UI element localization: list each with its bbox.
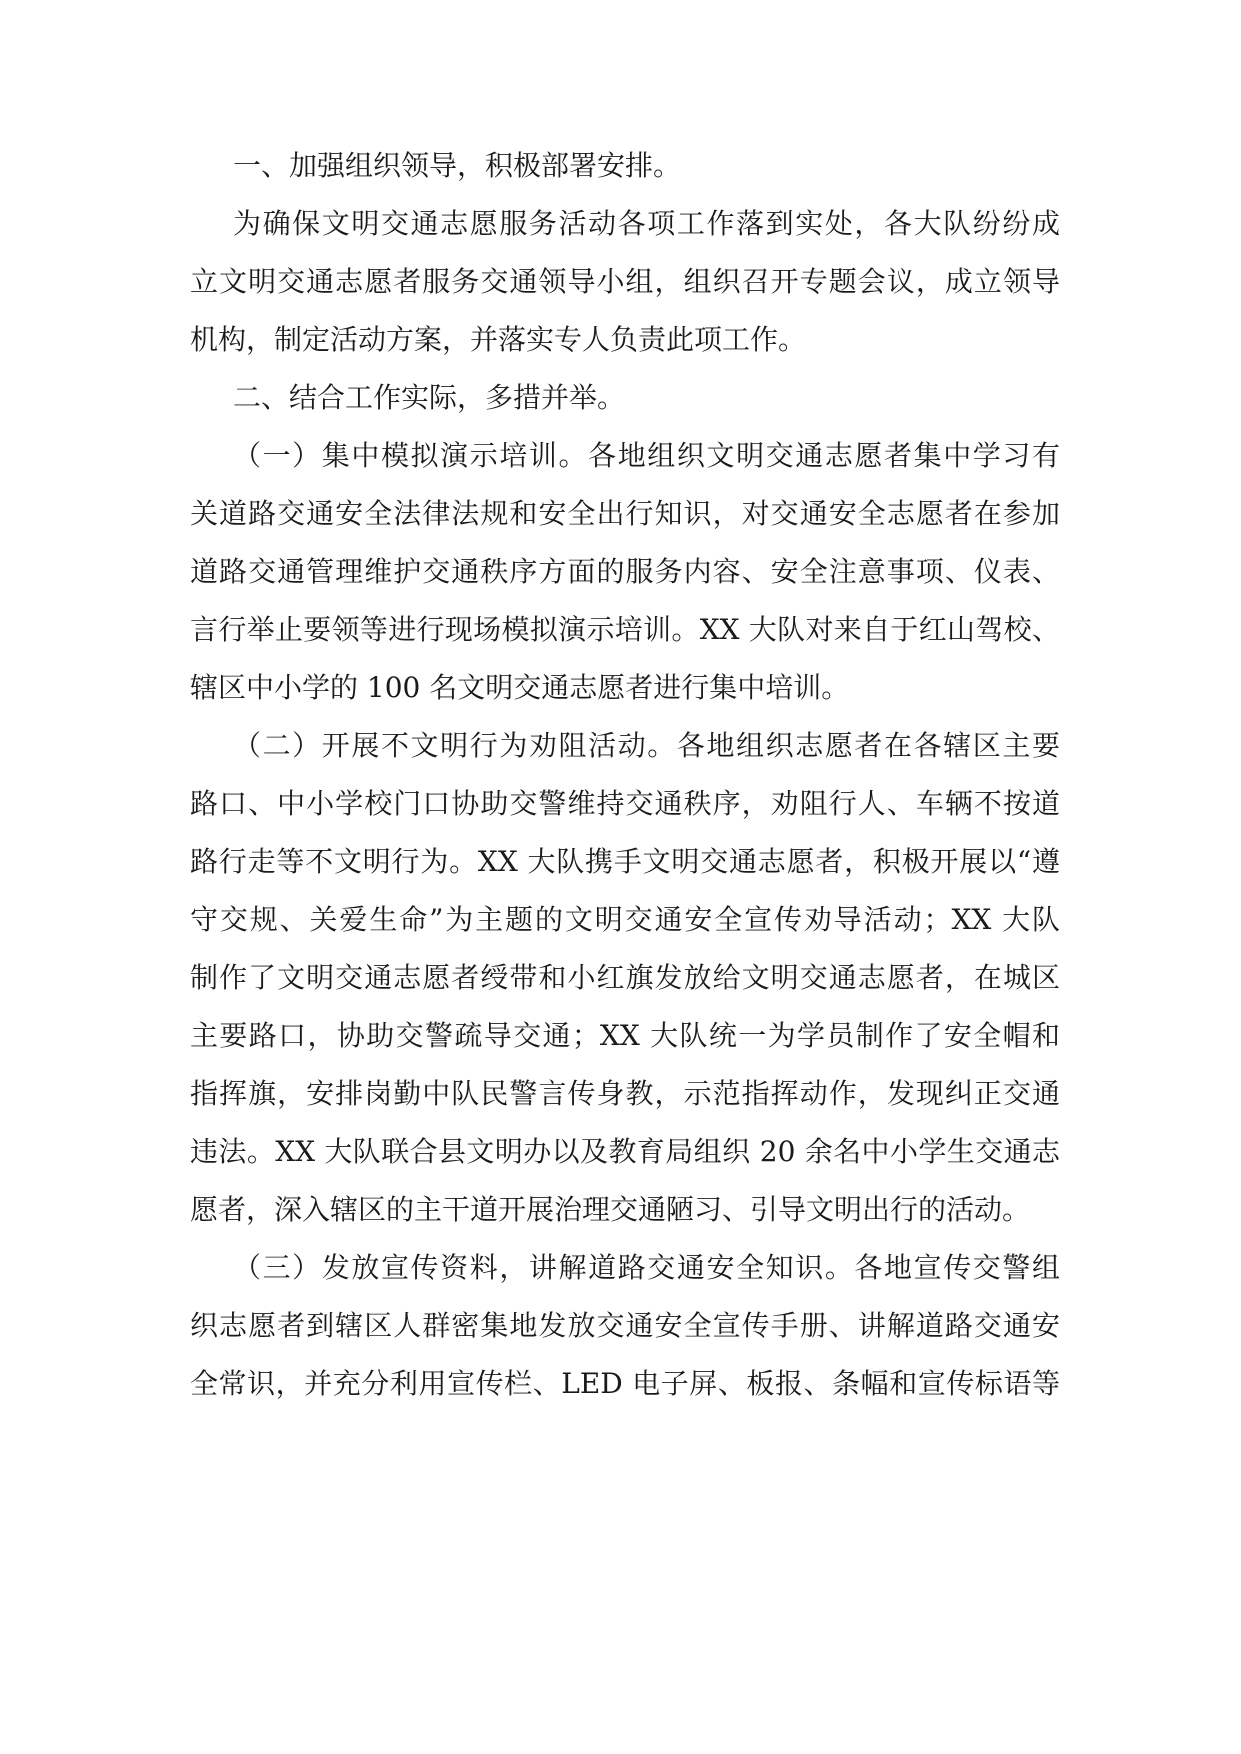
paragraph-line: 全常识，并充分利用宣传栏、LED 电子屏、板报、条幅和宣传标语等 (190, 1367, 1060, 1400)
paragraph-line: 路口、中小学校门口协助交警维持交通秩序，劝阻行人、车辆不按道 (190, 787, 1060, 820)
paragraph-line: 违法。XX 大队联合县文明办以及教育局组织 20 余名中小学生交通志 (190, 1135, 1060, 1168)
paragraph-line: 守交规、关爱生命”为主题的文明交通安全宣传劝导活动；XX 大队 (190, 903, 1060, 936)
heading-section-1: 一、加强组织领导，积极部署安排。 (233, 149, 682, 182)
paragraph-line: 关道路交通安全法律法规和安全出行知识，对交通安全志愿者在参加 (190, 497, 1060, 530)
heading-section-2: 二、结合工作实际，多措并举。 (233, 381, 626, 414)
paragraph-line: 言行举止要领等进行现场模拟演示培训。XX 大队对来自于红山驾校、 (190, 613, 1060, 646)
paragraph-line: （二）开展不文明行为劝阻活动。各地组织志愿者在各辖区主要 (233, 729, 1060, 762)
paragraph-line: 立文明交通志愿者服务交通领导小组，组织召开专题会议，成立领导 (190, 265, 1060, 298)
paragraph-line: 机构，制定活动方案，并落实专人负责此项工作。 (190, 323, 807, 356)
paragraph-line: 道路交通管理维护交通秩序方面的服务内容、安全注意事项、仪表、 (190, 555, 1060, 588)
paragraph-line: 指挥旗，安排岗勤中队民警言传身教，示范指挥动作，发现纠正交通 (190, 1077, 1060, 1110)
paragraph-line: 制作了文明交通志愿者绶带和小红旗发放给文明交通志愿者，在城区 (190, 961, 1060, 994)
paragraph-line: 辖区中小学的 100 名文明交通志愿者进行集中培训。 (190, 671, 850, 704)
paragraph-line: 主要路口，协助交警疏导交通；XX 大队统一为学员制作了安全帽和 (190, 1019, 1060, 1052)
paragraph-line: 愿者，深入辖区的主干道开展治理交通陋习、引导文明出行的活动。 (190, 1193, 1031, 1226)
paragraph-line: （三）发放宣传资料，讲解道路交通安全知识。各地宣传交警组 (233, 1251, 1060, 1284)
paragraph-line: 为确保文明交通志愿服务活动各项工作落到实处，各大队纷纷成 (233, 207, 1060, 240)
paragraph-line: （一）集中模拟演示培训。各地组织文明交通志愿者集中学习有 (233, 439, 1060, 472)
paragraph-line: 路行走等不文明行为。XX 大队携手文明交通志愿者，积极开展以“遵 (190, 845, 1060, 878)
paragraph-line: 织志愿者到辖区人群密集地发放交通安全宣传手册、讲解道路交通安 (190, 1309, 1060, 1342)
